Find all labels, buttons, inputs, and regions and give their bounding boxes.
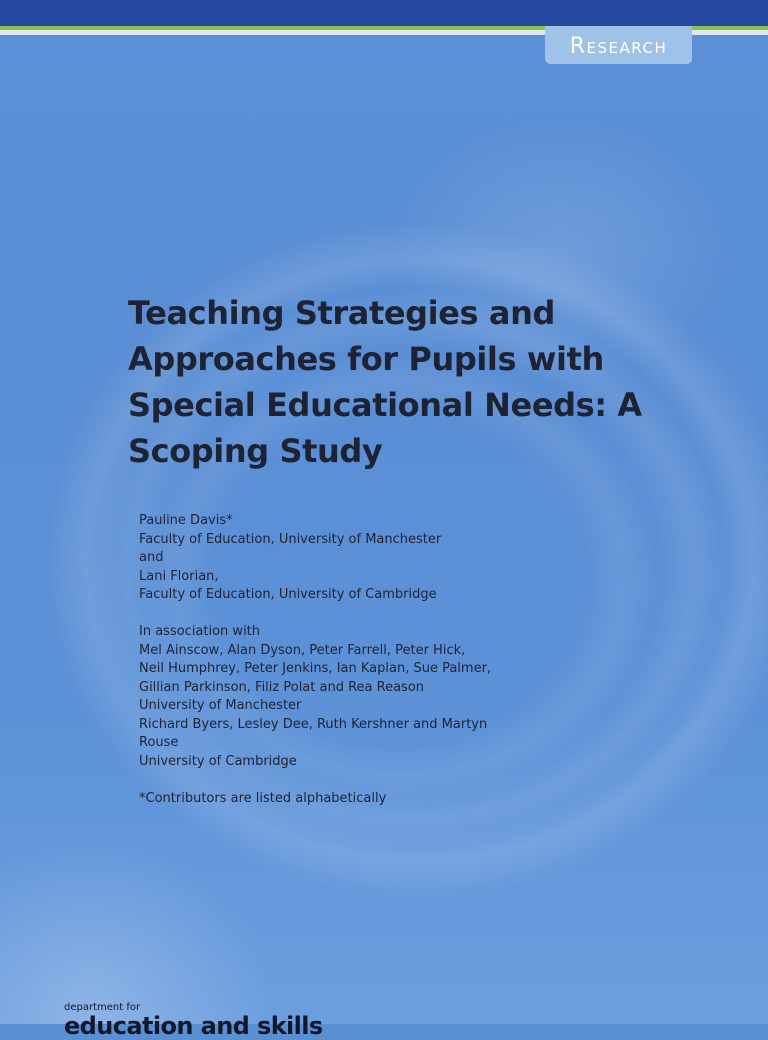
department-small-text: department for [64,1002,141,1013]
association-heading: In association with [139,624,261,639]
top-blue-band [0,0,768,26]
department-logo [64,1002,323,1040]
association-text: Gillian Parkinson, Filiz Polat and Rea Reason [139,679,425,695]
association-text: Richard Byers, Lesley Dee, Ruth Kershner and Martyn [139,716,488,732]
association-affiliation: University of Manchester [139,698,302,713]
note-spacer [139,771,559,790]
author-spacer [139,605,559,624]
association-text: Neil Humphrey, Peter Jenkins, Ian Kaplan, Sue Palmer, [139,661,492,676]
author-name: Lani Florian, [139,568,219,584]
department-large-text: education and skills [64,1012,323,1040]
author-affiliation: Faculty of Education, University of Manchester [139,531,442,547]
association-affiliation: University of Cambridge [139,753,297,769]
title-line: Special Educational Needs: A [128,386,642,424]
title-line: Scoping Study [128,432,383,470]
association-text: Rouse [139,735,179,750]
title-line: Teaching Strategies and [128,294,555,332]
document-title [128,290,688,474]
author-name: Pauline Davis* [139,513,233,528]
association-text: Mel Ainscow, Alan Dyson, Peter Farrell, Peter Hick, [139,642,466,658]
author-connector: and [139,550,164,565]
contributors-note: *Contributors are listed alphabetically [139,790,387,806]
research-badge: Research [545,26,692,64]
author-affiliation: Faculty of Education, University of Cambridge [139,587,437,602]
title-line: Approaches for Pupils with [128,340,604,378]
author-block [139,512,559,808]
